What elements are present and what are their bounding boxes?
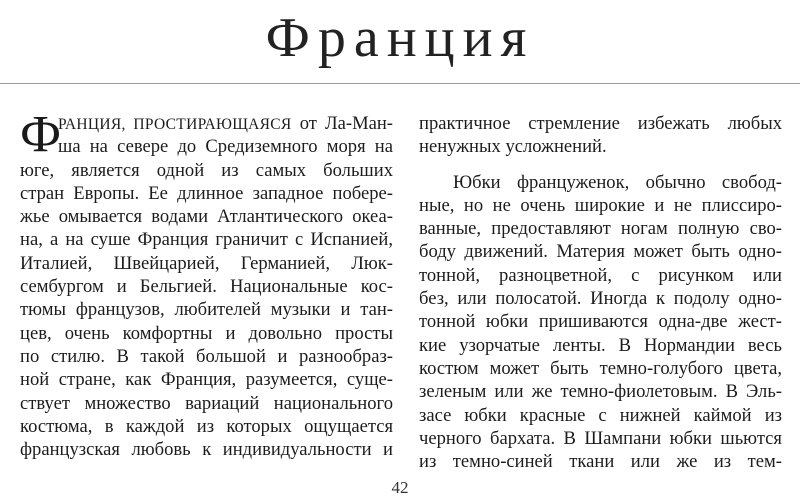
text-line: костюм может быть темно-голубого цвета,	[419, 357, 782, 379]
text-line: сембургом и Бельгией. Национальные кос-	[20, 276, 393, 298]
text-line: тонной юбки пришиваются одна-две жест-	[419, 311, 782, 333]
text-line: цев, очень комфортны и довольно просты	[20, 322, 393, 344]
right-column	[419, 112, 782, 473]
text-line: черного бархата. В Шампани юбки шьются	[419, 427, 782, 449]
text-line: тонной, разноцветной, с рисунком или	[419, 264, 782, 286]
text-line: боду движений. Материя может быть одно-	[419, 241, 782, 263]
text-line: тюмы французов, любителей музыки и тан-	[20, 299, 393, 321]
text-line: Юбки француженок, обычно свобод-	[453, 171, 782, 193]
left-column	[20, 106, 393, 461]
text-line: ные, но не очень широкие и не плиссиро-	[419, 194, 782, 216]
text-line: на, а на суше Франция граничит с Испанией,	[20, 229, 393, 251]
title-divider	[0, 83, 800, 84]
page-title: Франция	[265, 7, 535, 69]
text-line: юге, является одной из самых больших	[20, 159, 393, 181]
text-line: ствует множество вариаций национального	[20, 392, 393, 414]
text-line: ша на севере до Средиземного моря на	[58, 136, 393, 158]
first-paragraph	[20, 106, 393, 461]
paragraph	[419, 112, 782, 159]
lead-rest: от Ла-Ман-	[291, 113, 393, 134]
text-line: жье омывается водами Атлантического океа-	[20, 206, 393, 228]
paragraph	[419, 171, 782, 474]
text-line: костюма, в каждой из которых ощущается	[20, 415, 393, 437]
text-line: Италией, Швейцарией, Германией, Люк-	[20, 252, 393, 274]
caps-lead: РАНЦИЯ, ПРОСТИРАЮЩАЯСЯ	[58, 116, 292, 133]
text-line: без, или полосатой. Иногда к подолу одно-	[419, 288, 782, 310]
text-line	[20, 112, 393, 135]
page-number: 42	[391, 478, 409, 497]
text-line: ненужных усложнений.	[419, 136, 607, 158]
paragraph-gap	[419, 159, 782, 171]
text-line: стран Европы. Ее длинное западное побере-	[20, 182, 393, 204]
text-line: засе юбки красные с нижней каймой из	[419, 404, 782, 426]
drop-cap: Ф	[20, 106, 62, 163]
text-line: зеленым или же темно-фиолетовым. В Эль-	[419, 381, 782, 403]
text-line: из темно-синей ткани или же из тем-	[419, 451, 782, 473]
text-line: кие узорчатые ленты. В Нормандии весь	[419, 334, 782, 356]
text-line: по стилю. В такой большой и разнообраз-	[20, 345, 393, 367]
text-line: французская любовь к индивидуальности и	[20, 439, 393, 461]
text-line: ванные, предоставляют ногам полную сво-	[419, 218, 782, 240]
text-line: практичное стремление избежать любых	[419, 113, 782, 134]
text-line: ной стране, как Франция, разумеется, суще-	[20, 369, 393, 391]
